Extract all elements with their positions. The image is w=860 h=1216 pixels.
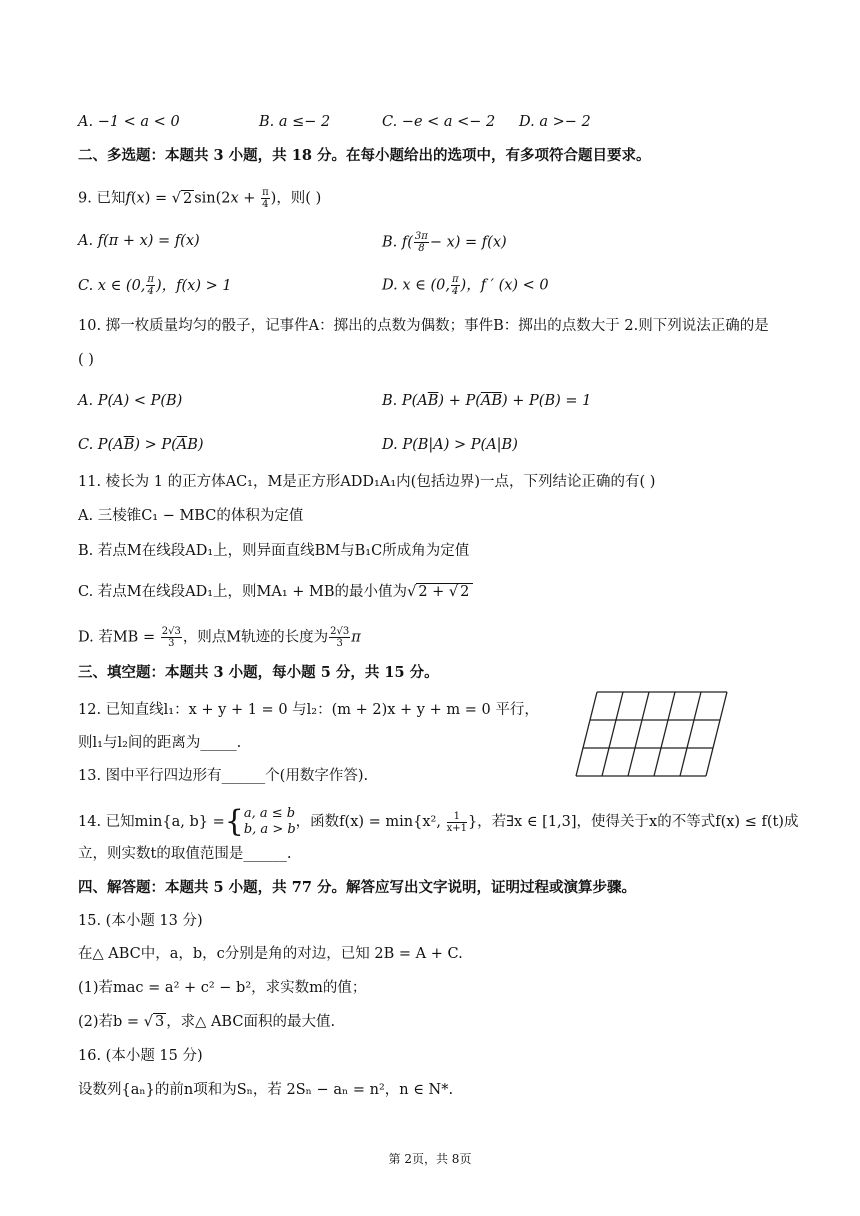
q10-option-a: A. P(A) < P(B) <box>78 393 183 409</box>
q10-stem-line1: 10. 掷一枚质量均匀的骰子，记事件A：掷出的点数为偶数；事件B：掷出的点数大于 2.则下列说法正确的是 <box>78 318 769 334</box>
section2-title: 二、多选题：本题共 3 小题，共 18 分。在每小题给出的选项中，有多项符合题目要求。 <box>78 147 651 164</box>
q9-option-a: A. f(π + x) = f(x) <box>78 233 200 249</box>
q9-stem-prefix: 9. 已知 <box>78 190 126 207</box>
q11-option-a: A. 三棱锥C₁ − MBC的体积为定值 <box>78 508 304 524</box>
q11-option-d: D. 若MB = $\frac{2√3}{3}$ ，则点M轨迹的长度为 $\frac{2√3}{3}$ π <box>78 626 361 649</box>
q9-option-c: C. x ∈ (0, $\frac{\pi}{4}$ )，f(x) > 1 <box>78 274 232 297</box>
q11-option-c: C. 若点M在线段AD₁上，则MA₁ + MB的最小值为√ 2 + √ 2 <box>78 582 473 602</box>
q9-stem-suffix: ，则( ) <box>276 190 322 207</box>
q13-stem: 13. 图中平行四边形有______个(用数字作答). <box>78 768 369 784</box>
q10-option-c: C. $P(A\overline{B}) > P(\overline{A}B)$ <box>78 437 204 453</box>
q14-line2: 立，则实数t的取值范围是______. <box>78 846 292 862</box>
q8-options <box>78 112 591 132</box>
q8-option-c: C. −e < a <− 2 <box>382 114 496 130</box>
q9-stem: 9. 已知f(x) = √ 2 sin(2x + $\frac{\pi}{4}$ )，则( ) <box>78 187 322 210</box>
q10-option-d: D. P(B|A) > P(A|B) <box>382 437 518 453</box>
q16-header: 16. (本小题 15 分) <box>78 1048 203 1064</box>
parallelogram-grid-figure <box>575 690 735 780</box>
q16-stem: 设数列{aₙ}的前n项和为Sₙ，若 2Sₙ − aₙ = n²，n ∈ N*. <box>78 1082 454 1098</box>
q8-option-a: A. −1 < a < 0 <box>78 114 180 130</box>
q9-options-ab <box>78 231 507 254</box>
q11-stem: 11. 棱长为 1 的正方体AC₁，M是正方形ADD₁A₁内(包括边界)一点，下列结论正确的有( ) <box>78 474 656 490</box>
q10-stem-line2: ( ) <box>78 352 94 368</box>
q10-options-cd <box>78 435 518 455</box>
q14-case1: a, a ≤ b <box>243 806 296 821</box>
q14-line1: 14. 已知min{a, b} ={ a, a ≤ b b, a > b ，函数f(x) = min{x², $\frac{1}{x+1}$ }，若∃x ∈ [1,3]，使得关于x的不等式f(x) ≤ f(t)成 <box>78 804 799 839</box>
page-footer: 第 2页，共 8页 <box>388 1152 472 1166</box>
q12-line2: 则l₁与l₂间的距离为_____. <box>78 735 242 751</box>
q9-option-d: D. x ∈ (0, $\frac{\pi}{4}$ )，f ′ (x) < 0 <box>382 274 549 297</box>
q11-option-b: B. 若点M在线段AD₁上，则异面直线BM与B₁C所成角为定值 <box>78 543 470 559</box>
q15-part2: (2)若b = √ 3 ，求△ ABC面积的最大值. <box>78 1014 336 1030</box>
q15-stem: 在△ ABC中，a，b，c分别是角的对边，已知 2B = A + C. <box>78 946 463 962</box>
section3-title: 三、填空题：本题共 3 小题，每小题 5 分，共 15 分。 <box>78 664 439 681</box>
q8-option-b: B. a ≤− 2 <box>259 114 331 130</box>
q9-options-cd <box>78 274 549 297</box>
q15-header: 15. (本小题 13 分) <box>78 913 203 929</box>
q12-line1: 12. 已知直线l₁：x + y + 1 = 0 与l₂：(m + 2)x + y + m = 0 平行， <box>78 702 539 718</box>
q15-part1: (1)若mac = a² + c² − b²，求实数m的值； <box>78 980 367 996</box>
q9-option-b: B. f( $\frac{3\pi}{8}$ − x) = f(x) <box>382 231 507 254</box>
section4-title: 四、解答题：本题共 5 小题，共 77 分。解答应写出文字说明，证明过程或演算步骤。 <box>78 879 636 896</box>
q14-case2: b, a > b <box>243 822 296 837</box>
q10-option-b: B. $P(A\overline{B}) + P(\overline{A}\overline{B}) + P(B) = 1$ <box>382 393 592 409</box>
q8-option-d: D. a >− 2 <box>519 114 591 130</box>
q10-options-ab <box>78 391 592 411</box>
